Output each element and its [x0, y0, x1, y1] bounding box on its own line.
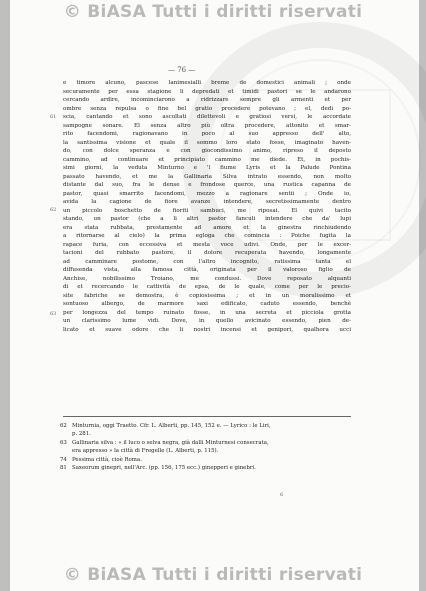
text-line: sampogne sonare. El senza altro più oltra procedere, attonito et smar-: [63, 122, 351, 129]
signature-mark: 6: [280, 492, 284, 498]
text-line: site fabriche se demostra, è copiosissima ; et in un moralissimo et: [63, 292, 351, 299]
text-line: per longezza del tempo ruinato fosse, in una secreta et picciola grotta: [63, 309, 351, 316]
text-line: diffusenda vista, alla famosa città, originata per il valoroso figlio de: [63, 267, 351, 273]
text-line: rito facendomi, ragionavano in poco al suo appresso dell' alto,: [63, 131, 351, 137]
footnote: [60, 447, 352, 455]
text-line: rapace furia, con eccessiva et mesta voce udivi. Onde, per le excer-: [63, 241, 351, 248]
text-line: ombre senza repulsa o fine bel gratio procedere potevano ; el, dedi po-: [63, 105, 351, 112]
text-line: tacioni del rubbato pastore, il dolore recuperata havendo, longamente: [63, 250, 351, 256]
footnote: [60, 430, 352, 438]
text-line: simi giorni, la veduta Minturno e 'l fiume Lyris et la Palude Pontina: [63, 165, 351, 171]
text-line: Anchise, nobilissimo Troiano, me condussi. Dove reposato alquanti: [63, 275, 351, 282]
margin-number: 61: [50, 114, 57, 120]
text-line: licato et suave odore che li nostri incensi et genipori, qualhora ucci: [63, 326, 351, 333]
margin-number: 62: [50, 207, 57, 213]
footnote-number: 62: [60, 423, 67, 429]
copyright-watermark-top: © BiASA Tutti i diritti riservati: [63, 2, 363, 22]
text-line: pastor, quasi smarrito facendomi, mezzo a ragionare sentii ; Onde io,: [63, 190, 351, 197]
text-line: securamente per essa stagione li depredati et timidi pastori se le andarono: [63, 88, 351, 95]
text-line: di et recercando le cattività de epsa, de le quale, come per le precio-: [63, 284, 351, 290]
text-line: distante dal suo, fra le dense e frondose querce, una rustica capanna de: [63, 182, 351, 188]
text-line: avida la cagione de fiore avanze intendere, secretissimamente dentro: [63, 199, 351, 205]
text-line: un piccolo boschetto de fioriti sambuci, me riposai. El quivi tacito: [63, 207, 351, 214]
text-line: ad camminare postome, con l'altro incognito, ratissima tanta el: [63, 258, 351, 265]
footnote-text: p. 281.: [72, 431, 91, 438]
footnote: [60, 464, 352, 472]
text-line: un clarissimo lume vidi. Dove, in quello avicinato essendo, pien de-: [63, 318, 351, 324]
text-line: do, con dolce speranza e con giocondissimo animo, ripreso il deposto: [63, 148, 351, 154]
footnote-text: Minturnia, oggi Traetto. Cfr. L. Alberti, pp. 145, 152 e. — Lyrico : le Liri,: [72, 423, 271, 429]
footnote-text: era appresso » la città di Fregelle (L. Alberti, p. 115).: [72, 448, 219, 455]
footnote: [60, 439, 352, 447]
footnote-divider: [63, 416, 351, 417]
text-line: cercando ardire, incominciarono a ridrizzare sempre gli armenti et per: [63, 97, 351, 103]
text-line: a ritornarse al cielo) la prima egloga che comincia : Poiche fugita la: [63, 233, 351, 239]
text-line: scia, cantando et sono ascoltati dilettevoli e gratiosi versi, le accordate: [63, 114, 351, 120]
footnote: [60, 456, 352, 464]
footnote-text: Saxeorum ginepri, nell'Arc. (pp. 156, 175 ecc.) ginepperi e ginebri.: [72, 465, 256, 472]
copyright-watermark-bottom: © BiASA Tutti i diritti riservati: [63, 565, 363, 585]
text-line: e timore alcuno, pascese lanimesialli breme de domestici animali ; onde: [63, 80, 351, 86]
footnote-text: Pessima città, cioè Roma.: [72, 456, 142, 463]
text-line: stando, un pastor (che a li altri pastor fanculi intendere che da' lupi: [63, 216, 351, 222]
footnote-number: 63: [60, 439, 67, 446]
page-number: — 76 —: [168, 66, 196, 74]
footnotes: [60, 422, 352, 472]
footnote-number: 74: [60, 456, 67, 463]
text-line: cammino, ad continuare et principiato cammino me diede. Et, in pochis-: [63, 156, 351, 163]
footnote-text: Gallinaria silva : « il luco o selva negra, già dalli Minturnesi consecrata,: [72, 439, 269, 446]
footnote-number: 81: [60, 465, 67, 472]
body-text: [63, 79, 351, 334]
text-line: la santissima visione et quale il sommo loro stato fosse, imaginato haven-: [63, 139, 351, 146]
text-line: era stata rubbata, prestamente ad amore et la ginestra rinchiudendo: [63, 224, 351, 231]
margin-number: 63: [50, 311, 57, 317]
text-line: sontuoso albergo, de marmore saxi edificato, caduto essendo, benchè: [63, 301, 351, 307]
footnote: [60, 422, 352, 430]
text-line: passato havendo, et me la Gallinaria Silva intrato essendo, non molto: [63, 173, 351, 180]
